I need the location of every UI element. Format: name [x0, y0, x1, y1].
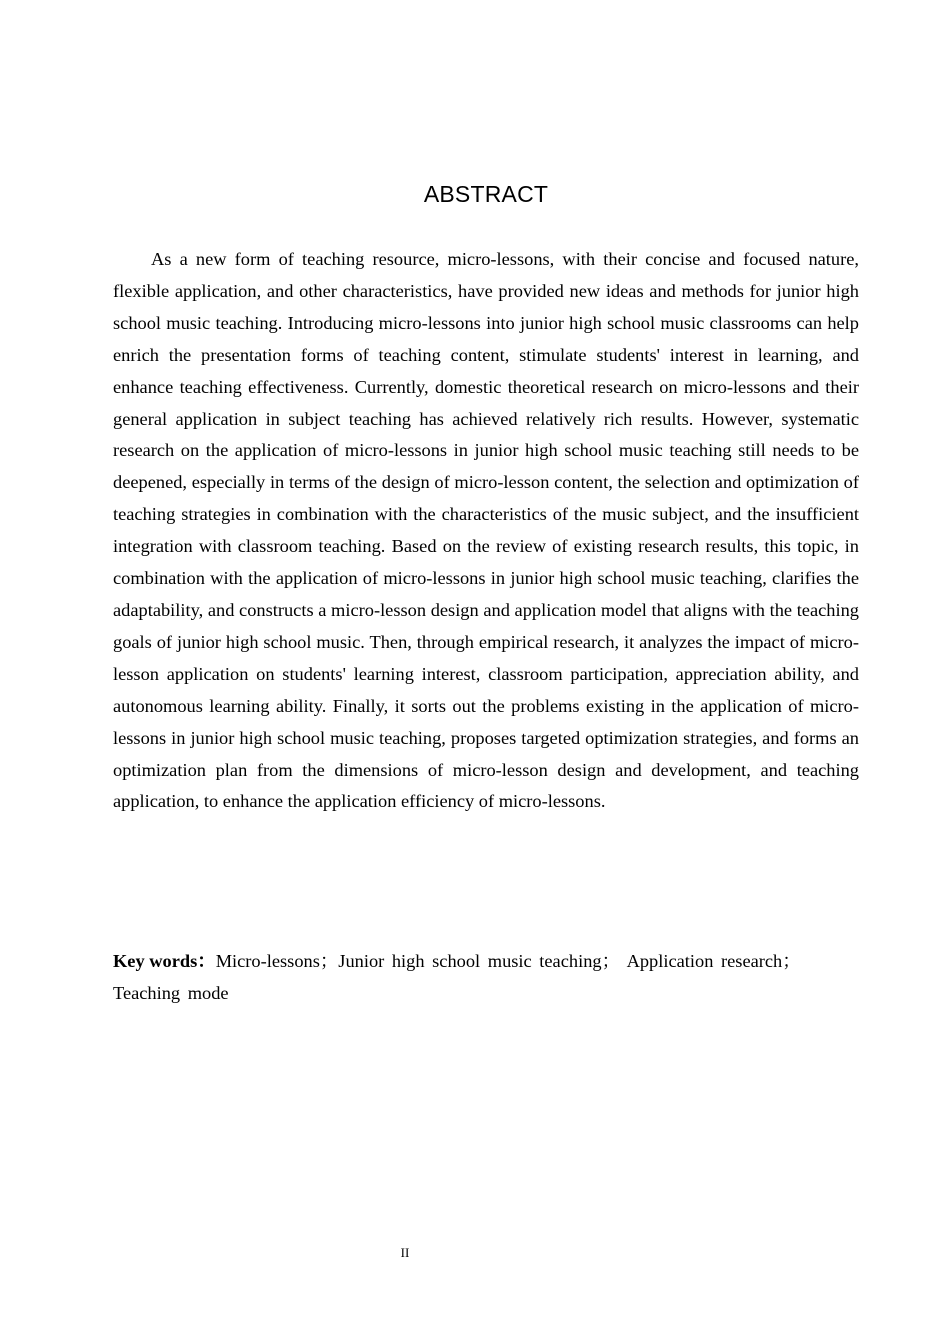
- keyword-item: Teaching mode: [113, 982, 229, 1003]
- keywords-line: [113, 946, 859, 1010]
- keyword-item: Junior high school music teaching；: [338, 951, 620, 971]
- abstract-paragraph: As a new form of teaching resource, micro-lessons, with their concise and focused nature, flexible application, and other characteristics, have provided new ideas and methods for junior high school music teaching. Introducing micro-lessons into junior high school music classrooms can help enrich the presentation forms of teaching content, stimulate students' interest in learning, and enhance teaching effectiveness. Currently, domestic theoretical research on micro-lessons and their general application in subject teaching has achieved relatively rich results. However, systematic research on the application of micro-lessons in junior high school music teaching still needs to be deepened, especially in terms of the design of micro-lesson content, the selection and optimization of teaching strategies in combination with the characteristics of the music subject, and the insufficient integration with classroom teaching. Based on the review of existing research results, this topic, in combination with the application of micro-lessons in junior high school music teaching, clarifies the adaptability, and constructs a micro-lesson design and application model that aligns with the teaching goals of junior high school music. Then, through empirical research, it analyzes the impact of micro-lesson application on students' learning interest, classroom participation, appreciation ability, and autonomous learning ability. Finally, it sorts out the problems existing in the application of micro-lessons in junior high school music teaching, proposes targeted optimization strategies, and forms an optimization plan from the dimensions of micro-lesson design and development, and teaching application, to enhance the application efficiency of micro-lessons.: [113, 249, 859, 812]
- keyword-item: Application research；: [626, 951, 801, 971]
- abstract-title: ABSTRACT: [423, 181, 549, 207]
- page-number: II: [400, 1245, 410, 1260]
- keyword-item: Micro-lessons；: [215, 951, 339, 971]
- keywords-label: Key words：: [113, 951, 216, 971]
